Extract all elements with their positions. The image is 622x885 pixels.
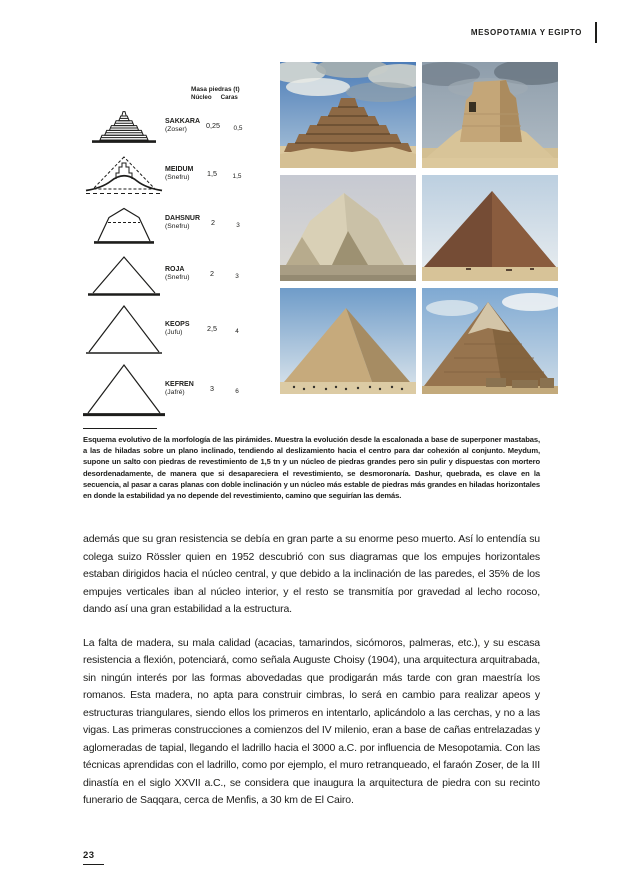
pyramid-builder: (Jufu) (165, 328, 183, 336)
running-head (471, 22, 597, 43)
nucleo-value: 2 (210, 269, 214, 279)
diagram-row-keops (83, 300, 279, 358)
mass-column-title: Masa piedras (t) (191, 86, 240, 93)
caras-value: 1,5 (232, 173, 242, 181)
chapter-title: MESOPOTAMIA Y EGIPTO (470, 28, 582, 37)
photo-khefren-pyramid (422, 288, 558, 394)
khefren-pyramid-image (422, 288, 558, 394)
kefren-pyramid-profile-icon (83, 360, 165, 418)
pyramid-name: KEOPS (165, 320, 190, 328)
photo-saqqara-step-pyramid (280, 62, 416, 168)
caras-value: 3 (236, 222, 240, 230)
nucleo-value: 2,5 (207, 324, 217, 334)
header-rule (595, 22, 597, 43)
pyramid-name: ROJA (165, 265, 185, 273)
caras-value: 0,5 (233, 125, 243, 133)
sakkara-step-profile-icon (89, 107, 159, 145)
figure-caption (83, 428, 540, 501)
diagram-row-sakkara (83, 102, 279, 150)
photo-meidum-pyramid (422, 62, 558, 168)
nucleo-value: 2 (211, 218, 215, 228)
meidum-profile-icon (84, 152, 164, 196)
pyramid-name: SAKKARA (165, 117, 200, 125)
photo-red-pyramid (422, 175, 558, 281)
red-pyramid-image (422, 175, 558, 281)
caption-text: Esquema evolutivo de la morfología de las pirámides. Muestra la evolución desde la escalonada a base de superponer mastabas, a las de hiladas sobre un plano inclinado, tendiendo al deslizamiento hacia el centro para dar cohexión al conjunto. Meydum, supone un salto con piedras de revestimiento de 1,5 tn y un núcleo de piedras grandes pero sin pulir y dispuestas con mortero desordenadamente, de manera que si desapareciera el revestimiento, se desmoronaría. Dashur, quebrada, es clave en la secuencia, al pasar a caras planas con doble inclinación y un núcleo más estable de piedras más grandes en hiladas horizontales en donde la estabilidad ya no depende del revestimiento, camino que seguirían las demás. (83, 435, 540, 501)
caras-column-header: Caras (220, 94, 238, 101)
caras-value: 4 (235, 328, 239, 336)
nucleo-value: 3 (210, 384, 214, 394)
diagram-row-kefren (83, 358, 279, 420)
photo-kheops-pyramid (280, 288, 416, 394)
diagram-column-headers (191, 86, 279, 102)
meidum-pyramid-image (422, 62, 558, 168)
diagram-row-meidum (83, 150, 279, 198)
pyramid-builder: (Jafré) (165, 388, 185, 396)
pyramid-builder: (Snefru) (165, 222, 190, 230)
pyramid-builder: (Zoser) (165, 125, 187, 133)
nucleo-column-header: Núcleo (191, 94, 212, 101)
nucleo-value: 1,5 (207, 169, 217, 179)
nucleo-value: 0,25 (206, 121, 220, 131)
diagram-row-roja (83, 248, 279, 300)
caption-rule (83, 428, 157, 429)
pyramid-name: MEIDUM (165, 165, 194, 173)
diagram-row-dahsnur (83, 198, 279, 248)
pyramid-name: KEFREN (165, 380, 194, 388)
bent-pyramid-image (280, 175, 416, 281)
saqqara-step-pyramid-image (280, 62, 416, 168)
bent-pyramid-profile-icon (92, 200, 156, 246)
page-footer (83, 845, 104, 865)
pyramid-photo-grid (280, 62, 558, 394)
pyramid-builder: (Snefru) (165, 173, 190, 181)
pyramid-evolution-diagram (83, 86, 279, 420)
caras-value: 3 (235, 273, 239, 281)
roja-pyramid-profile-icon (88, 250, 160, 298)
photo-bent-pyramid (280, 175, 416, 281)
caras-value: 6 (235, 388, 239, 396)
body-text (83, 531, 540, 810)
keops-pyramid-profile-icon (84, 301, 164, 357)
pyramid-builder: (Snefru) (165, 273, 190, 281)
page-number: 23 (83, 850, 104, 865)
pyramid-name: DAHSNUR (165, 214, 200, 222)
body-paragraph-1: además que su gran resistencia se debía en gran parte a su enorme peso muerto. Así lo entendía su colega suizo Rössler quien en 1952 descubrió con sus diagramas que los empujes horizontales estaban dirigidos hacia el núcleo central, y que debido a la inclinación de las paredes, el 35% de los empujes verticales iban al núcleo interior, y el resto se transmitía por gravedad al lecho rocoso, dando así una gran estabilidad a la estructura. (83, 533, 540, 615)
body-paragraph-2: La falta de madera, su mala calidad (acacias, tamarindos, sicómoros, palmeras, etc.), y su escasa resistencia a flexión, potenciará, como señala Auguste Choisy (1904), una arquitectura arquitrabada, sin ningún interés por las formas abovedadas que prodigarán más tarde con gran maestría los romanos. Esta madera, no apta para construir cimbras, lo será en cambio para realizar apeos y estructuras triangulares, siendo ellos los primeros en intentarlo, aplicándolo a las cerchas, y no a las vigas. Las primeras construcciones a comienzos del IV milenio, eran a base de cañas entrelazadas y aglomeradas de tapial, llegando el ladrillo hacia el 3000 a.C. por influencia de Mesopotamia. Con las técnicas aprendidas con el ladrillo, como por ejemplo, el muro retranqueado, el faraón Zoser, de la III dinastía en el siglo XXVII a.C., se considera que inaugura la arquitectura de piedra con su recinto funerario de Saqqara, cerca de Menfis, a 30 km de El Cairo. (83, 636, 540, 806)
kheops-pyramid-image (280, 288, 416, 394)
